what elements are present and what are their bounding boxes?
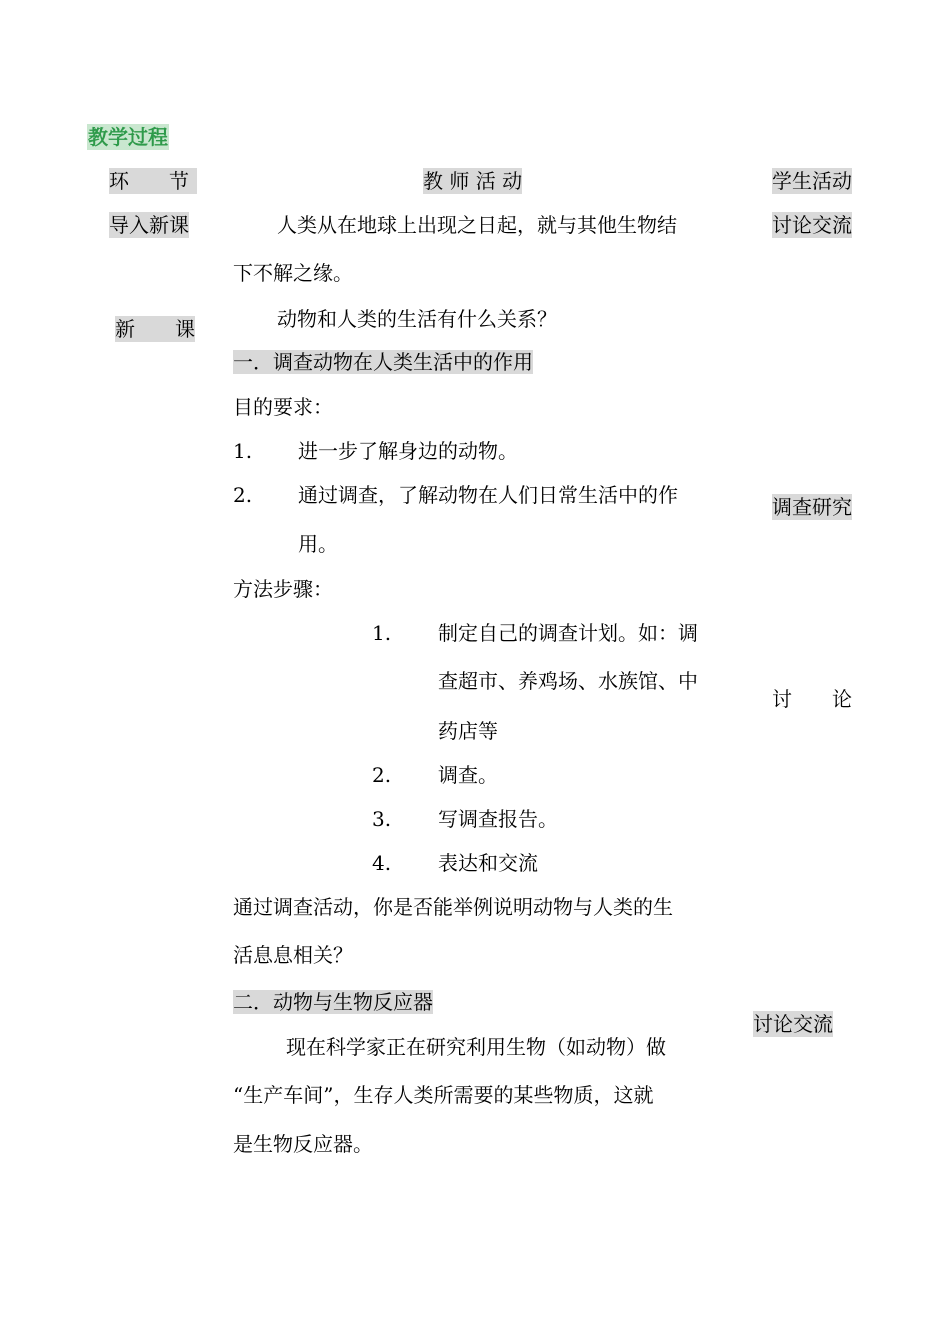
student-activity-discuss: 讨 论 bbox=[772, 687, 852, 711]
method-item-1-text-cont: 查超市、养鸡场、水族馆、中 bbox=[438, 669, 698, 693]
part-2-title-text: 二．动物与生物反应器 bbox=[233, 990, 433, 1014]
lesson-question: 动物和人类的生活有什么关系？ bbox=[277, 307, 557, 331]
method-item-1-number: 1. bbox=[372, 621, 392, 645]
intro-line-1: 人类从在地球上出现之日起，就与其他生物结 bbox=[277, 213, 677, 237]
method-item-3-text: 写调查报告。 bbox=[438, 807, 558, 831]
summary-line-2: 活息息相关？ bbox=[233, 943, 353, 967]
purpose-label: 目的要求： bbox=[233, 395, 333, 419]
column-header-section: 环 节 bbox=[109, 168, 197, 194]
column-header-student: 学生活动 bbox=[772, 169, 852, 193]
purpose-item-1-number: 1. bbox=[233, 439, 253, 463]
part-2-line-2: “生产车间”，生存人类所需要的某些物质，这就 bbox=[233, 1083, 654, 1107]
page-title: 教学过程 bbox=[88, 125, 168, 149]
student-activity-discuss-2: 讨论交流 bbox=[753, 1012, 833, 1036]
purpose-item-2-number: 2. bbox=[233, 483, 253, 507]
method-item-4-text: 表达和交流 bbox=[438, 851, 538, 875]
method-item-2-number: 2. bbox=[372, 763, 392, 787]
section-intro: 导入新课 bbox=[109, 213, 189, 237]
student-activity-research: 调查研究 bbox=[772, 495, 852, 519]
method-item-1-text-cont-2: 药店等 bbox=[438, 719, 498, 743]
purpose-item-2-text: 通过调查，了解动物在人们日常生活中的作 bbox=[298, 483, 678, 507]
part-2-line-3: 是生物反应器。 bbox=[233, 1132, 373, 1156]
section-new-lesson: 新 课 bbox=[115, 317, 195, 341]
intro-line-2: 下不解之缘。 bbox=[233, 261, 353, 285]
method-label: 方法步骤： bbox=[233, 577, 333, 601]
part-2-line-1: 现在科学家正在研究利用生物（如动物）做 bbox=[286, 1035, 666, 1059]
method-item-3-number: 3. bbox=[372, 807, 392, 831]
part-2-title bbox=[233, 989, 433, 1015]
purpose-item-2-text-cont: 用。 bbox=[298, 532, 338, 556]
part-1-title-text: 一．调查动物在人类生活中的作用 bbox=[233, 350, 533, 374]
purpose-item-1-text: 进一步了解身边的动物。 bbox=[298, 439, 518, 463]
column-header-teacher: 教 师 活 动 bbox=[423, 169, 523, 193]
method-item-2-text: 调查。 bbox=[438, 763, 498, 787]
method-item-4-number: 4. bbox=[372, 851, 392, 875]
part-1-title bbox=[233, 349, 533, 375]
summary-line-1: 通过调查活动，你是否能举例说明动物与人类的生 bbox=[233, 895, 673, 919]
student-activity-intro: 讨论交流 bbox=[772, 213, 852, 237]
method-item-1-text: 制定自己的调查计划。如：调 bbox=[438, 621, 698, 645]
